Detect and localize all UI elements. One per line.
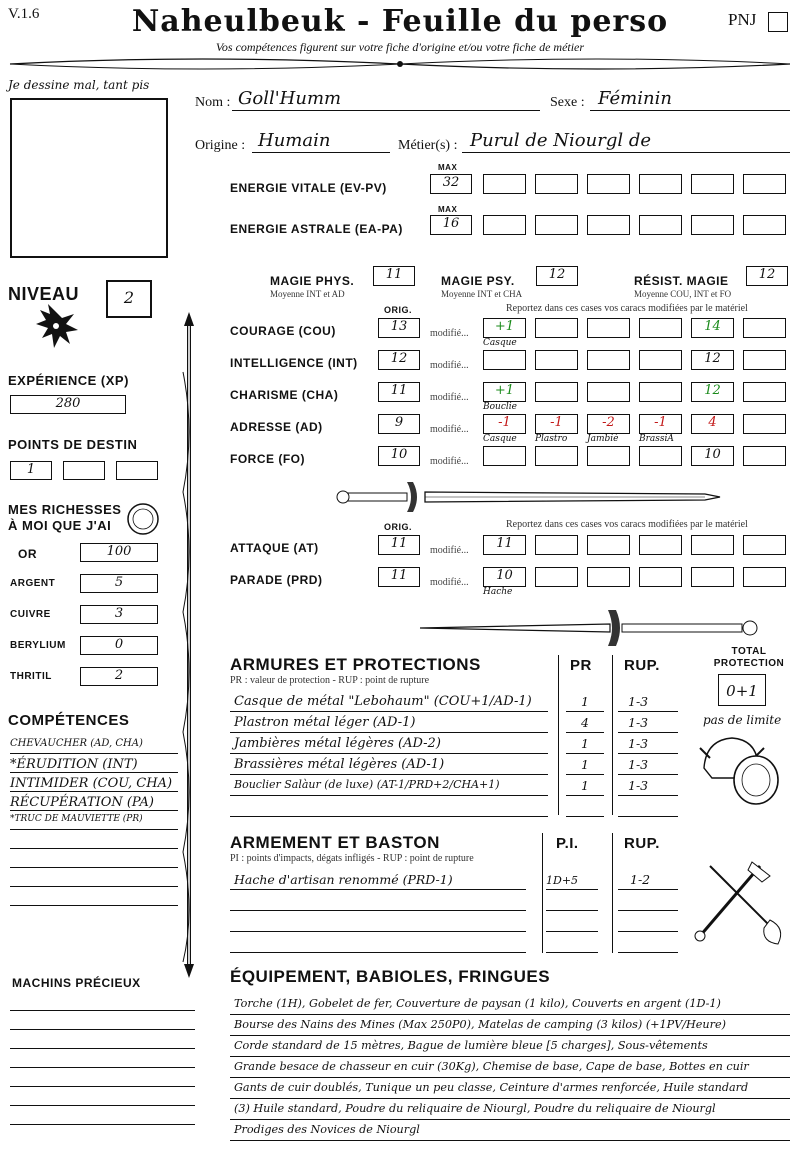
competences-label: COMPÉTENCES	[8, 712, 130, 729]
ev-label: ENERGIE VITALE (EV-PV)	[230, 181, 387, 195]
sexe-label: Sexe :	[550, 95, 585, 110]
carac-orig-value-0: 13	[390, 319, 408, 334]
pr-header: PR	[570, 657, 592, 674]
richesses-label-1: MES RICHESSES	[8, 502, 122, 517]
armure-rup-2[interactable]: 1-3	[628, 736, 649, 751]
destin-box-2[interactable]	[63, 461, 105, 480]
armure-name-0[interactable]: Casque de métal "Lebohaum" (COU+1/AD-1)	[234, 694, 532, 709]
total-protection-value: 0+1	[726, 682, 758, 700]
combat-label-0: ATTAQUE (AT)	[230, 541, 319, 555]
combat-orig-label: ORIG.	[384, 522, 413, 532]
equipement-line-4[interactable]: Gants de cuir doublés, Tunique un peu classe, Ceinture d'armes renforcée, Huile standard	[234, 1081, 749, 1094]
nom-value[interactable]: Goll'Humm	[238, 88, 342, 109]
rup-header-2: RUP.	[624, 835, 660, 852]
richesses-label-2: À MOI QUE J'AI	[8, 518, 112, 533]
combat-note: Reportez dans ces cases vos caracs modifiées par le matériel	[506, 519, 748, 530]
combat-mod-box-1-2[interactable]	[587, 567, 630, 587]
niveau-value: 2	[123, 288, 135, 307]
nom-label: Nom :	[195, 95, 231, 110]
ea-box-4[interactable]	[639, 215, 682, 235]
armure-rup-0[interactable]: 1-3	[628, 694, 649, 709]
armure-pr-2[interactable]: 1	[581, 736, 589, 751]
combat-mod-box-1-3[interactable]	[639, 567, 682, 587]
combat-mod-box-0-5[interactable]	[743, 535, 786, 555]
machins-line-0[interactable]	[10, 1010, 195, 1011]
armure-pr-1[interactable]: 4	[581, 715, 589, 730]
wealth-value-1: 5	[114, 575, 124, 590]
carac-mod-source-3-1: Plastro	[535, 434, 568, 444]
arme-name-0[interactable]: Hache d'artisan renommé (PRD-1)	[234, 872, 453, 887]
armure-name-4[interactable]: Bouclier Salàur (de luxe) (AT-1/PRD+2/CHA+1)	[234, 778, 500, 791]
niveau-label: NIVEAU	[8, 284, 80, 304]
machins-line-3[interactable]	[10, 1067, 195, 1068]
carac-mod-box-0-1[interactable]	[535, 318, 578, 338]
carac-mod-box-1-0[interactable]	[483, 350, 526, 370]
ea-box-2[interactable]	[535, 215, 578, 235]
carac-modifie-3: modifié...	[430, 424, 469, 435]
equipement-line-3[interactable]: Grande besace de chasseur en cuir (30Kg), Chemise de base, Cape de base, Bottes en cuir	[234, 1060, 749, 1073]
combat-mod-box-0-1[interactable]	[535, 535, 578, 555]
page-subtitle: Vos compétences figurent sur votre fiche d'origine et/ou votre fiche de métier	[215, 40, 585, 54]
resist-magie-label: RÉSIST. MAGIE	[634, 274, 729, 288]
carac-note: Reportez dans ces cases vos caracs modifiées par le matériel	[506, 303, 748, 314]
ev-max-value: 32	[442, 175, 460, 190]
machins-line-4[interactable]	[10, 1086, 195, 1087]
ea-max-label: MAX	[438, 205, 458, 214]
origine-value[interactable]: Humain	[258, 130, 331, 151]
portrait-frame[interactable]	[10, 98, 168, 258]
carac-modifie-1: modifié...	[430, 360, 469, 371]
ea-label: ENERGIE ASTRALE (EA-PA)	[230, 222, 403, 236]
helmet-shield-icon	[696, 728, 786, 808]
armure-name-1[interactable]: Plastron métal léger (AD-1)	[234, 715, 416, 730]
rup-header: RUP.	[624, 657, 660, 674]
sexe-value[interactable]: Féminin	[598, 88, 672, 109]
armure-rup-3[interactable]: 1-3	[628, 757, 649, 772]
staff-ornament	[178, 312, 200, 978]
carac-label-1: INTELLIGENCE (INT)	[230, 356, 358, 370]
combat-mod-source-1-0: Hache	[483, 587, 513, 597]
equipement-line-2[interactable]: Corde standard de 15 mètres, Bague de lumière bleue [5 charges], Sous-vêtements	[234, 1039, 708, 1052]
ev-box-6[interactable]	[743, 174, 786, 194]
combat-modifie-0: modifié...	[430, 545, 469, 556]
total-label-1: TOTAL	[731, 646, 767, 657]
machins-label: MACHINS PRÉCIEUX	[12, 976, 141, 990]
carac-mod-value-3-2: -2	[602, 415, 615, 430]
carac-mod-value-3-1: -1	[550, 415, 563, 430]
pas-de-limite: pas de limite	[703, 713, 782, 727]
carac-mod-source-3-3: BrassiA	[639, 434, 674, 444]
competence-item-0[interactable]: CHEVAUCHER (AD, CHA)	[10, 738, 143, 749]
carac-mod-box-4-5[interactable]	[743, 446, 786, 466]
armure-pr-0[interactable]: 1	[581, 694, 589, 709]
wealth-value-2: 3	[114, 606, 124, 621]
combat-mod-box-0-4[interactable]	[691, 535, 734, 555]
carac-mod-value-3-4: 4	[708, 415, 717, 430]
carac-orig-value-2: 11	[390, 383, 408, 398]
carac-mod-value-0-0: +1	[494, 319, 515, 334]
armures-title: ARMURES ET PROTECTIONS	[230, 655, 481, 674]
xp-label: EXPÉRIENCE (XP)	[8, 373, 129, 388]
ea-box-5[interactable]	[691, 215, 734, 235]
resist-magie-value: 12	[758, 267, 776, 282]
armure-pr-4[interactable]: 1	[581, 778, 589, 793]
armement-title: ARMEMENT ET BASTON	[230, 833, 440, 852]
wealth-label-0: OR	[18, 547, 37, 561]
sword-ornament-icon	[335, 474, 725, 520]
carac-modifie-4: modifié...	[430, 456, 469, 467]
pnj-checkbox[interactable]	[768, 12, 788, 32]
carac-mod-box-0-5[interactable]	[743, 318, 786, 338]
combat-orig-value-1: 11	[390, 568, 408, 583]
carac-mod-box-2-3[interactable]	[639, 382, 682, 402]
carac-orig-label: ORIG.	[384, 305, 413, 315]
magie-psy-value: 12	[548, 267, 566, 282]
combat-mod-box-1-1[interactable]	[535, 567, 578, 587]
machins-line-2[interactable]	[10, 1048, 195, 1049]
wealth-label-3: BERYLIUM	[10, 640, 66, 651]
combat-mod-value-0-0: 11	[496, 536, 513, 551]
magie-psy-label: MAGIE PSY.	[441, 274, 515, 288]
wealth-value-3: 0	[114, 637, 124, 652]
total-label-2: PROTECTION	[713, 658, 785, 669]
arme-pi-0[interactable]: 1D+5	[546, 874, 579, 887]
ev-box-5[interactable]	[691, 174, 734, 194]
carac-orig-value-4: 10	[390, 447, 408, 462]
machins-line-6[interactable]	[10, 1124, 195, 1125]
carac-orig-value-3: 9	[394, 415, 404, 430]
pnj-label: PNJ	[728, 10, 757, 29]
ea-box-1[interactable]	[483, 215, 526, 235]
carac-mod-box-4-2[interactable]	[587, 446, 630, 466]
wealth-label-2: CUIVRE	[10, 609, 51, 620]
sword-ornament-2-icon	[410, 604, 780, 652]
ev-box-1[interactable]	[483, 174, 526, 194]
carac-label-4: FORCE (FO)	[230, 452, 305, 466]
ev-box-4[interactable]	[639, 174, 682, 194]
metier-label: Métier(s) :	[398, 138, 458, 153]
combat-orig-value-0: 11	[390, 536, 408, 551]
carac-mod-box-2-2[interactable]	[587, 382, 630, 402]
combat-modifie-1: modifié...	[430, 577, 469, 588]
armure-rup-4[interactable]: 1-3	[628, 778, 649, 793]
carac-label-0: COURAGE (COU)	[230, 324, 336, 338]
carac-mod-source-2-0: Bouclie	[483, 402, 517, 412]
pi-header: P.I.	[556, 835, 579, 852]
equipement-line-5[interactable]: (3) Huile standard, Poudre du reliquaire de Niourgl, Poudre du reliquaire de Niourgl	[234, 1102, 716, 1115]
magie-phys-sub: Moyenne INT et AD	[270, 289, 345, 299]
origine-label: Origine :	[195, 138, 246, 153]
combat-mod-box-1-5[interactable]	[743, 567, 786, 587]
magie-phys-label: MAGIE PHYS.	[270, 274, 355, 288]
carac-mod-box-2-1[interactable]	[535, 382, 578, 402]
resist-magie-sub: Moyenne COU, INT et FO	[634, 289, 732, 299]
magie-phys-value: 11	[385, 267, 403, 282]
combat-mod-box-0-3[interactable]	[639, 535, 682, 555]
carac-mod-value-2-0: +1	[494, 383, 515, 398]
portrait-caption: Je dessine mal, tant pis	[8, 78, 150, 92]
carac-mod-source-3-0: Casque	[483, 434, 517, 444]
ea-max-value: 16	[442, 216, 460, 231]
magie-psy-sub: Moyenne INT et CHA	[441, 289, 523, 299]
carac-mod-value-1-4: 12	[704, 351, 721, 366]
weapons-icon	[690, 856, 790, 946]
equipement-line-0[interactable]: Torche (1H), Gobelet de fer, Couverture de paysan (1 kilo), Couverts en argent (1D-1)	[234, 997, 721, 1010]
metier-value[interactable]: Purul de Niourgl de	[470, 130, 651, 151]
carac-mod-box-1-5[interactable]	[743, 350, 786, 370]
ea-box-3[interactable]	[587, 215, 630, 235]
wealth-value-4: 2	[114, 668, 124, 683]
header-ornament	[0, 52, 800, 76]
xp-value: 280	[55, 396, 81, 411]
carac-mod-box-4-3[interactable]	[639, 446, 682, 466]
wealth-value-0: 100	[106, 544, 132, 559]
carac-mod-box-0-3[interactable]	[639, 318, 682, 338]
combat-mod-box-0-2[interactable]	[587, 535, 630, 555]
carac-mod-source-3-2: Jambiè	[587, 434, 619, 444]
machins-line-1[interactable]	[10, 1029, 195, 1030]
machins-line-5[interactable]	[10, 1105, 195, 1106]
carac-modifie-0: modifié...	[430, 328, 469, 339]
carac-mod-box-2-5[interactable]	[743, 382, 786, 402]
carac-label-2: CHARISME (CHA)	[230, 388, 339, 402]
carac-mod-box-4-1[interactable]	[535, 446, 578, 466]
carac-mod-value-0-4: 14	[704, 319, 721, 334]
carac-label-3: ADRESSE (AD)	[230, 420, 323, 434]
carac-mod-box-1-3[interactable]	[639, 350, 682, 370]
competence-item-3[interactable]: RÉCUPÉRATION (PA)	[10, 795, 154, 810]
carac-mod-box-3-5[interactable]	[743, 414, 786, 434]
equipement-line-1[interactable]: Bourse des Nains des Mines (Max 250P0), Matelas de camping (3 kilos) (+1PV/Heure)	[234, 1018, 726, 1031]
armures-sub: PR : valeur de protection - RUP : point de rupture	[230, 675, 430, 686]
carac-mod-box-1-1[interactable]	[535, 350, 578, 370]
wealth-label-1: ARGENT	[10, 578, 56, 589]
armure-rup-1[interactable]: 1-3	[628, 715, 649, 730]
destin-label: POINTS DE DESTIN	[8, 437, 138, 452]
competence-item-4[interactable]: *TRUC DE MAUVIETTE (PR)	[10, 814, 143, 824]
carac-mod-value-4-4: 10	[704, 447, 721, 462]
equipement-title: ÉQUIPEMENT, BABIOLES, FRINGUES	[230, 967, 551, 986]
wealth-label-4: THRITIL	[10, 671, 52, 682]
carac-mod-box-1-2[interactable]	[587, 350, 630, 370]
ev-max-label: MAX	[438, 163, 458, 172]
competence-item-2[interactable]: INTIMIDER (COU, CHA)	[10, 776, 173, 791]
combat-mod-box-1-4[interactable]	[691, 567, 734, 587]
competence-item-1[interactable]: *ÉRUDITION (INT)	[10, 757, 138, 772]
arme-rup-0[interactable]: 1-2	[630, 872, 651, 887]
page-title: Naheulbeuk - Feuille du perso	[131, 4, 669, 39]
carac-mod-value-3-3: -1	[654, 415, 667, 430]
ea-box-6[interactable]	[743, 215, 786, 235]
carac-mod-value-2-4: 12	[704, 383, 721, 398]
carac-modifie-2: modifié...	[430, 392, 469, 403]
coin-icon	[126, 502, 160, 536]
carac-mod-box-0-2[interactable]	[587, 318, 630, 338]
armure-pr-3[interactable]: 1	[581, 757, 589, 772]
combat-label-1: PARADE (PRD)	[230, 573, 323, 587]
carac-mod-box-4-0[interactable]	[483, 446, 526, 466]
destin-box-3[interactable]	[116, 461, 158, 480]
armure-name-2[interactable]: Jambières métal légères (AD-2)	[234, 736, 441, 751]
carac-mod-source-0-0: Casque	[483, 338, 517, 348]
carac-orig-value-1: 12	[390, 351, 408, 366]
ev-box-2[interactable]	[535, 174, 578, 194]
armement-sub: PI : points d'impacts, dégats infligés - RUP : point de rupture	[230, 853, 474, 864]
destin-value-1: 1	[26, 462, 36, 477]
version-label: V.1.6	[8, 6, 40, 22]
armure-name-3[interactable]: Brassières métal légères (AD-1)	[234, 757, 445, 772]
carac-mod-value-3-0: -1	[498, 415, 511, 430]
ev-box-3[interactable]	[587, 174, 630, 194]
equipement-line-6[interactable]: Prodiges des Novices de Niourgl	[234, 1123, 420, 1136]
combat-mod-value-1-0: 10	[496, 568, 513, 583]
dragon-icon	[34, 304, 80, 362]
